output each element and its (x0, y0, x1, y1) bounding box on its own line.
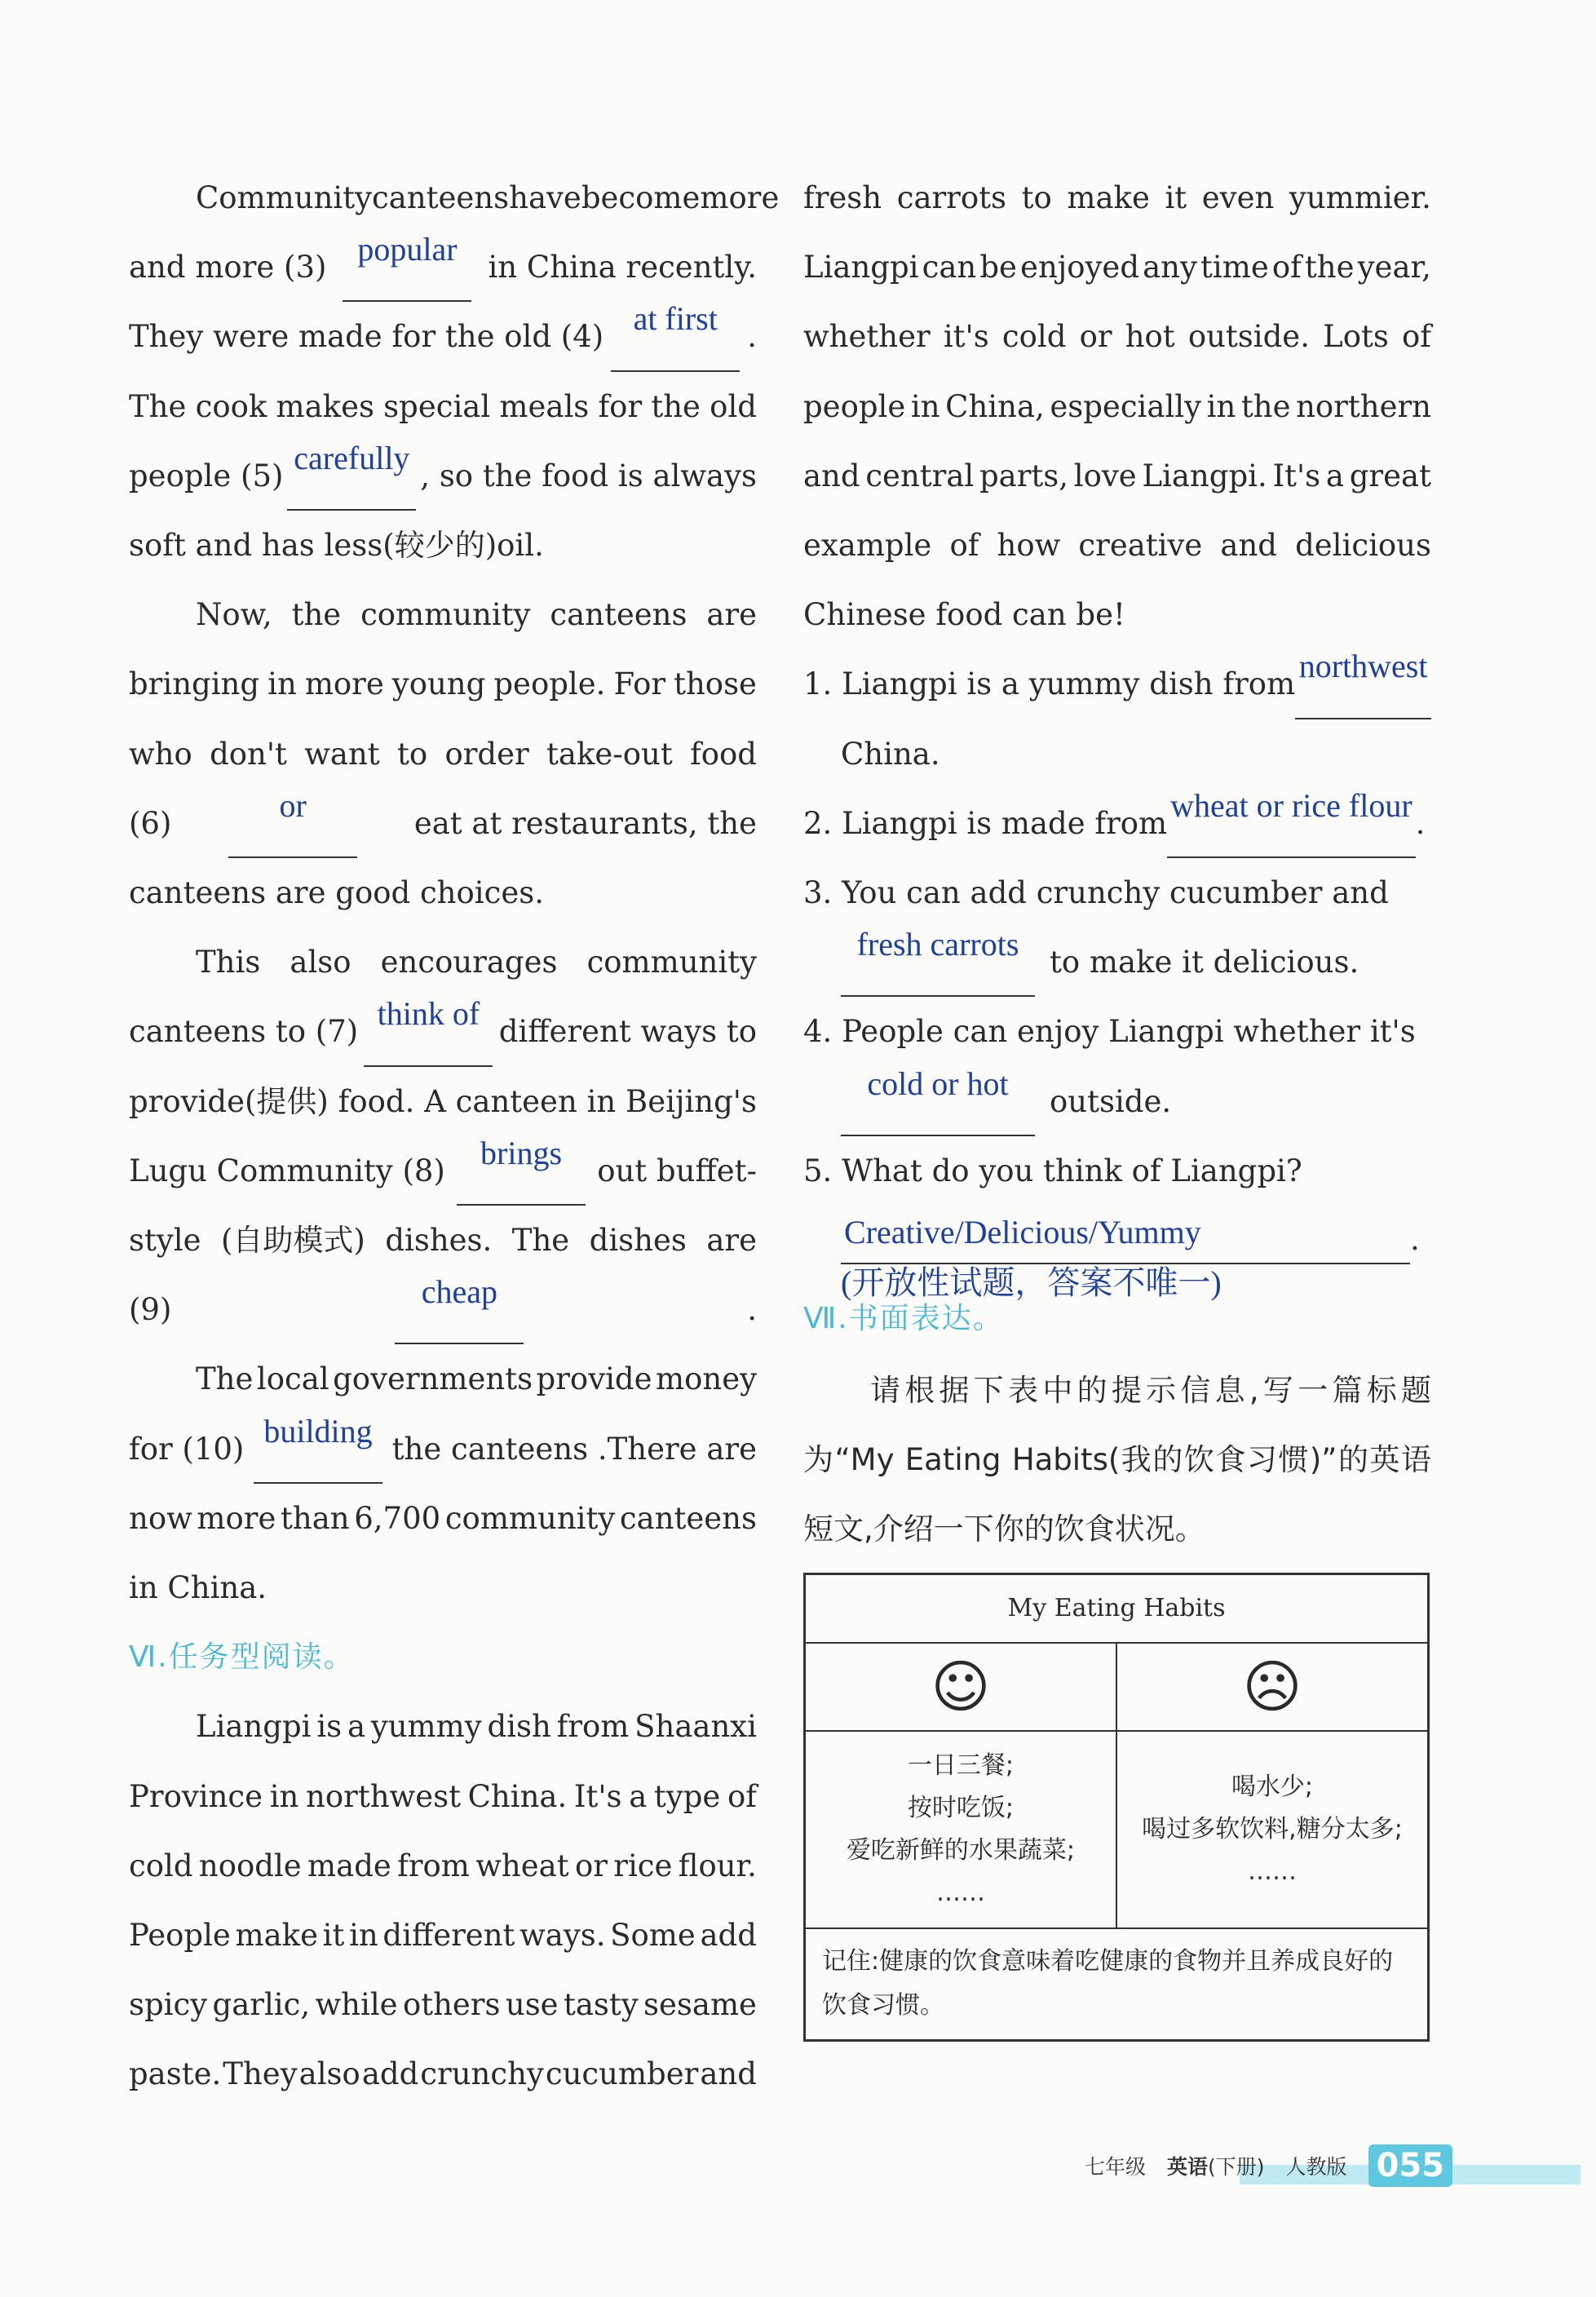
word: great (1349, 458, 1431, 493)
line-text: in China. (129, 1570, 267, 1606)
word: from (556, 1709, 630, 1745)
word: parts, (979, 458, 1069, 493)
word: can (922, 250, 977, 285)
word: yummier. (1289, 180, 1431, 215)
blank-line (129, 1275, 757, 1344)
blank-line (129, 997, 757, 1066)
word: local (256, 1361, 329, 1397)
question-4: 4. People can enjoy Liangpi whether it's (803, 1014, 1416, 1050)
line-text: out buffet- (597, 1153, 757, 1188)
question-list (803, 649, 1431, 1302)
word: Liangpi (196, 1709, 312, 1745)
subject-label: 英语(下册) (1167, 2155, 1265, 2179)
word: The (196, 1361, 254, 1397)
word: those (674, 666, 757, 702)
word: Lots (1323, 319, 1389, 355)
word: northwest (306, 1778, 461, 1814)
word: Liangpi (803, 250, 919, 285)
text-line (803, 511, 1431, 580)
word: order (444, 736, 529, 772)
word: old (710, 388, 757, 424)
word: community (360, 597, 531, 633)
word: makes (276, 388, 374, 424)
section-7-title: Ⅶ.书面表达。 (803, 1302, 1004, 1336)
word: to (397, 736, 428, 772)
word: garlic, (212, 1987, 311, 2023)
text-line (129, 1553, 757, 1622)
text-line (129, 719, 757, 789)
word: hot (1125, 319, 1175, 355)
word: love (1073, 458, 1137, 493)
word: ways. (519, 1918, 606, 1954)
line-text: canteens are good choices. (129, 875, 544, 911)
liangpi-passage-end (803, 163, 1431, 649)
word: crunchy (420, 2056, 544, 2092)
word: be (979, 250, 1017, 285)
word: more (700, 180, 780, 215)
word: others (402, 1987, 501, 2023)
word: For (613, 666, 666, 702)
word: cook (195, 388, 267, 424)
word: take-out (546, 736, 673, 772)
left-column (129, 163, 780, 2109)
word: more (304, 666, 384, 702)
word: don't (210, 736, 287, 772)
text-line (129, 1484, 757, 1553)
text-line (129, 1206, 757, 1275)
word: people. (493, 666, 606, 702)
answer-blank[interactable]: think of (364, 997, 493, 1066)
line-text: , so the food is always (420, 458, 757, 493)
habit-item: 爱吃新鲜的水果蔬菜; (846, 1835, 1076, 1865)
word: dish (487, 1709, 551, 1745)
word: any (1143, 250, 1197, 285)
word: provide (536, 1361, 652, 1397)
word: while (315, 1987, 398, 2023)
line-text: . (747, 319, 757, 355)
page-number: 055 (1368, 2144, 1453, 2187)
word: China, (945, 388, 1045, 424)
word: The (129, 388, 187, 424)
line-text: . (747, 1292, 757, 1328)
text-line (129, 1970, 757, 2039)
habit-item: 一日三餐; (907, 1750, 1015, 1780)
line-text: for (10) (129, 1431, 245, 1467)
answer-blank[interactable]: carefully (287, 441, 416, 511)
bad-habits-cell (1116, 1731, 1429, 1928)
answer-blank[interactable]: building (254, 1414, 382, 1484)
word: It's (573, 1778, 622, 1814)
habit-item: …… (936, 1878, 985, 1907)
passage-paragraph-4 (129, 1344, 757, 1622)
word: type (653, 1778, 721, 1814)
word: tasty (563, 1987, 639, 2023)
passage-paragraph-2 (129, 580, 757, 927)
word: China. (467, 1778, 568, 1814)
word: or (574, 1848, 608, 1883)
text-line (129, 1067, 757, 1136)
smiley-face-icon: ☺ (805, 1643, 1117, 1731)
text-line (129, 649, 757, 719)
word: even (1201, 180, 1275, 215)
question-5: 5. What do you think of Liangpi? (803, 1153, 1302, 1188)
word: for (598, 388, 643, 424)
answer-blank[interactable]: brings (457, 1136, 586, 1206)
text-line (803, 580, 1431, 649)
word: It's (1272, 458, 1321, 493)
word: who (129, 736, 192, 772)
question-1: 1. Liangpi is a yummy dish from northwest (803, 649, 1431, 719)
word: creative (1078, 528, 1203, 564)
question-3-cont: fresh carrots to make it delicious. (803, 927, 1431, 997)
word: outside. (1187, 319, 1310, 355)
word: or (1079, 319, 1112, 355)
word: Province (129, 1778, 263, 1814)
word: A (424, 1083, 446, 1119)
word: Beijing's (626, 1083, 757, 1119)
word: paste. (129, 2056, 222, 2092)
word: of (1271, 250, 1302, 285)
text-line (129, 1692, 757, 1761)
word: of (1401, 319, 1431, 355)
answer-blank[interactable]: fresh carrots (841, 927, 1035, 997)
table-title: My Eating Habits (805, 1574, 1429, 1643)
word: the (291, 597, 342, 633)
word: in (349, 1918, 378, 1954)
question-1-cont: China. (841, 736, 940, 772)
word: carrots (896, 180, 1007, 215)
habit-item: 喝过多软饮料,糖分太多; (1142, 1814, 1403, 1843)
word: Now, (196, 597, 272, 633)
word: special (383, 388, 491, 424)
word: and (803, 458, 860, 493)
word: of (727, 1778, 757, 1814)
text-line (129, 858, 757, 927)
word: also (298, 2056, 360, 2092)
blank-line (129, 786, 757, 858)
right-column (803, 163, 1431, 1564)
word: become (581, 180, 701, 215)
text-line (803, 232, 1431, 302)
word: of (949, 528, 979, 564)
word: Shaanxi (634, 1709, 757, 1745)
question-2: 2. Liangpi is made from wheat or rice flour . (803, 789, 1431, 858)
word: made (307, 1848, 391, 1883)
word: to (1021, 180, 1052, 215)
answer-blank[interactable]: northwest (1295, 649, 1431, 719)
answer-blank[interactable]: wheat or rice flour (1167, 789, 1416, 858)
blank-line (129, 1414, 757, 1484)
word: bringing (129, 666, 260, 702)
text-line (129, 1762, 757, 1831)
word: food (690, 736, 757, 772)
word: rice (613, 1848, 673, 1883)
word: This (196, 945, 261, 980)
text-line (803, 372, 1431, 441)
word: Community (196, 180, 373, 215)
answer-blank[interactable]: popular (343, 232, 471, 302)
word: cold (129, 1848, 193, 1883)
word: canteens (619, 1500, 757, 1536)
line-text: the canteens .There are (391, 1431, 757, 1467)
word: canteens (550, 597, 687, 633)
text-line (129, 1344, 757, 1414)
word: example (803, 528, 932, 564)
word: spicy (129, 1987, 208, 2023)
word: yummy (370, 1709, 482, 1745)
word: Liangpi. (1142, 458, 1267, 493)
word: canteen (455, 1083, 577, 1119)
word: now (129, 1500, 192, 1536)
word: The (511, 1223, 570, 1259)
word: a (347, 1709, 366, 1745)
word: whether (803, 319, 931, 355)
word: especially (1050, 388, 1202, 424)
line-text: (6) (129, 805, 172, 841)
line-text: soft and has less(较少的)oil. (129, 528, 544, 564)
word: it's (943, 319, 989, 355)
word: and (700, 2056, 757, 2092)
line-text: Chinese food can be! (803, 597, 1125, 633)
text-line (129, 580, 757, 649)
word: how (997, 528, 1061, 564)
word: wheat (475, 1848, 569, 1883)
habit-item: …… (1248, 1857, 1297, 1886)
word: it (322, 1918, 345, 1954)
blank-line (129, 441, 757, 511)
frowny-face-icon: ☹ (1116, 1643, 1429, 1731)
word: more (197, 1500, 276, 1536)
text-line (129, 1901, 757, 1970)
answer-blank[interactable]: cheap (395, 1275, 524, 1344)
line-text: (9) (129, 1292, 172, 1328)
text-line (803, 302, 1431, 371)
question-3: 3. You can add crunchy cucumber and (803, 875, 1389, 911)
word: meals (499, 388, 590, 424)
line-text: Lugu Community (8) (129, 1153, 445, 1188)
passage-paragraph-3 (129, 927, 757, 1344)
word: style (129, 1223, 201, 1259)
word: make (1067, 180, 1150, 215)
text-line (803, 163, 1431, 232)
answer-hint: (开放性试题，答案不唯一) (841, 1264, 1222, 1302)
word: money (656, 1361, 757, 1397)
word: in (1206, 388, 1236, 424)
word: noodle (198, 1848, 302, 1883)
word: is (316, 1709, 343, 1745)
blank-line (129, 302, 757, 371)
answer-blank[interactable]: Creative/Delicious/Yummy (841, 1215, 1410, 1264)
word: dishes. (385, 1223, 493, 1259)
line-text: They were made for the old (4) (129, 319, 604, 355)
word: provide(提供) (129, 1083, 329, 1119)
answer-blank[interactable]: at first (611, 302, 740, 371)
text-line (129, 2039, 757, 2109)
word: young (391, 666, 486, 702)
word: They (223, 2056, 298, 2092)
writing-prompt: 请根据下表中的提示信息,写一篇标题为“My Eating Habits(我的饮食习惯)”的英语短文,介绍一下你的饮食状况。 (803, 1373, 1431, 1547)
line-text: canteens to (7) (129, 1014, 359, 1050)
word: encourages (380, 945, 558, 980)
word: flour. (678, 1848, 757, 1883)
word: want (304, 736, 380, 772)
passage-paragraph-1 (129, 163, 780, 580)
text-line (129, 163, 780, 232)
good-habits-cell (805, 1731, 1117, 1928)
word: 6,700 (354, 1500, 441, 1536)
word: cold (1001, 319, 1067, 355)
table-note: 记住:健康的饮食意味着吃健康的食物并且养成良好的饮食习惯。 (805, 1928, 1429, 2041)
word: time (1200, 250, 1269, 285)
word: cucumber (545, 2056, 699, 2092)
line-text: people (5) (129, 458, 284, 493)
word: than (281, 1500, 350, 1536)
text-line (803, 441, 1431, 511)
word: add (361, 2056, 419, 2092)
word: community (586, 945, 757, 980)
word: from (397, 1848, 470, 1883)
word: are (706, 597, 757, 633)
word: have (509, 180, 581, 215)
word: a (629, 1778, 648, 1814)
grade-label: 七年级 (1085, 2155, 1147, 2179)
word: add (700, 1918, 757, 1954)
word: in (910, 388, 940, 424)
word: dishes (589, 1223, 687, 1259)
section-6-title: Ⅵ.任务型阅读。 (129, 1640, 355, 1675)
word: different (382, 1918, 515, 1954)
word: the (1304, 250, 1355, 285)
text-line (129, 1831, 757, 1901)
word: people (803, 388, 906, 424)
word: in (269, 1778, 299, 1814)
habit-item: 按时吃饭; (907, 1793, 1015, 1822)
word: sesame (643, 1987, 757, 2023)
eating-habits-table (803, 1573, 1430, 2042)
word: fresh (803, 180, 882, 215)
answer-blank[interactable]: or (228, 789, 357, 858)
word: it (1165, 180, 1187, 215)
liangpi-passage-start (129, 1692, 757, 2109)
question-5-cont: Creative/Delicious/Yummy . (803, 1215, 1431, 1264)
word: central (865, 458, 975, 493)
word: in (586, 1083, 617, 1119)
text-line (129, 927, 757, 997)
word: enjoyed (1020, 250, 1140, 285)
line-text: and more (3) (129, 250, 327, 285)
word: (自助模式) (220, 1223, 365, 1259)
text-line (129, 511, 757, 580)
word: make (235, 1918, 318, 1954)
word: are (706, 1223, 757, 1259)
word: People (129, 1918, 231, 1954)
word: Some (610, 1918, 696, 1954)
answer-blank[interactable]: cold or hot (841, 1067, 1035, 1136)
word: year, (1357, 250, 1431, 285)
word: northern (1296, 388, 1431, 424)
word: delicious (1295, 528, 1431, 564)
word: also (290, 945, 351, 980)
word: community (444, 1500, 616, 1536)
blank-line (129, 1136, 757, 1206)
word: use (505, 1987, 559, 2023)
word: and (1220, 528, 1277, 564)
habit-item: 喝水少; (1231, 1772, 1314, 1801)
line-text: eat at restaurants, the (413, 805, 757, 841)
question-4-cont: cold or hot outside. (803, 1067, 1431, 1136)
word: governments (333, 1361, 533, 1397)
blank-line (129, 232, 757, 302)
line-text: in China recently. (488, 250, 757, 285)
word: a (1325, 458, 1344, 493)
word: food. (338, 1083, 415, 1119)
page-footer (1085, 2144, 1452, 2188)
word: in (267, 666, 297, 702)
word: the (1240, 388, 1291, 424)
line-text: different ways to (498, 1014, 757, 1050)
text-line (129, 372, 757, 441)
edition-label: 人教版 (1285, 2155, 1347, 2179)
word: canteens (372, 180, 510, 215)
word: the (651, 388, 701, 424)
